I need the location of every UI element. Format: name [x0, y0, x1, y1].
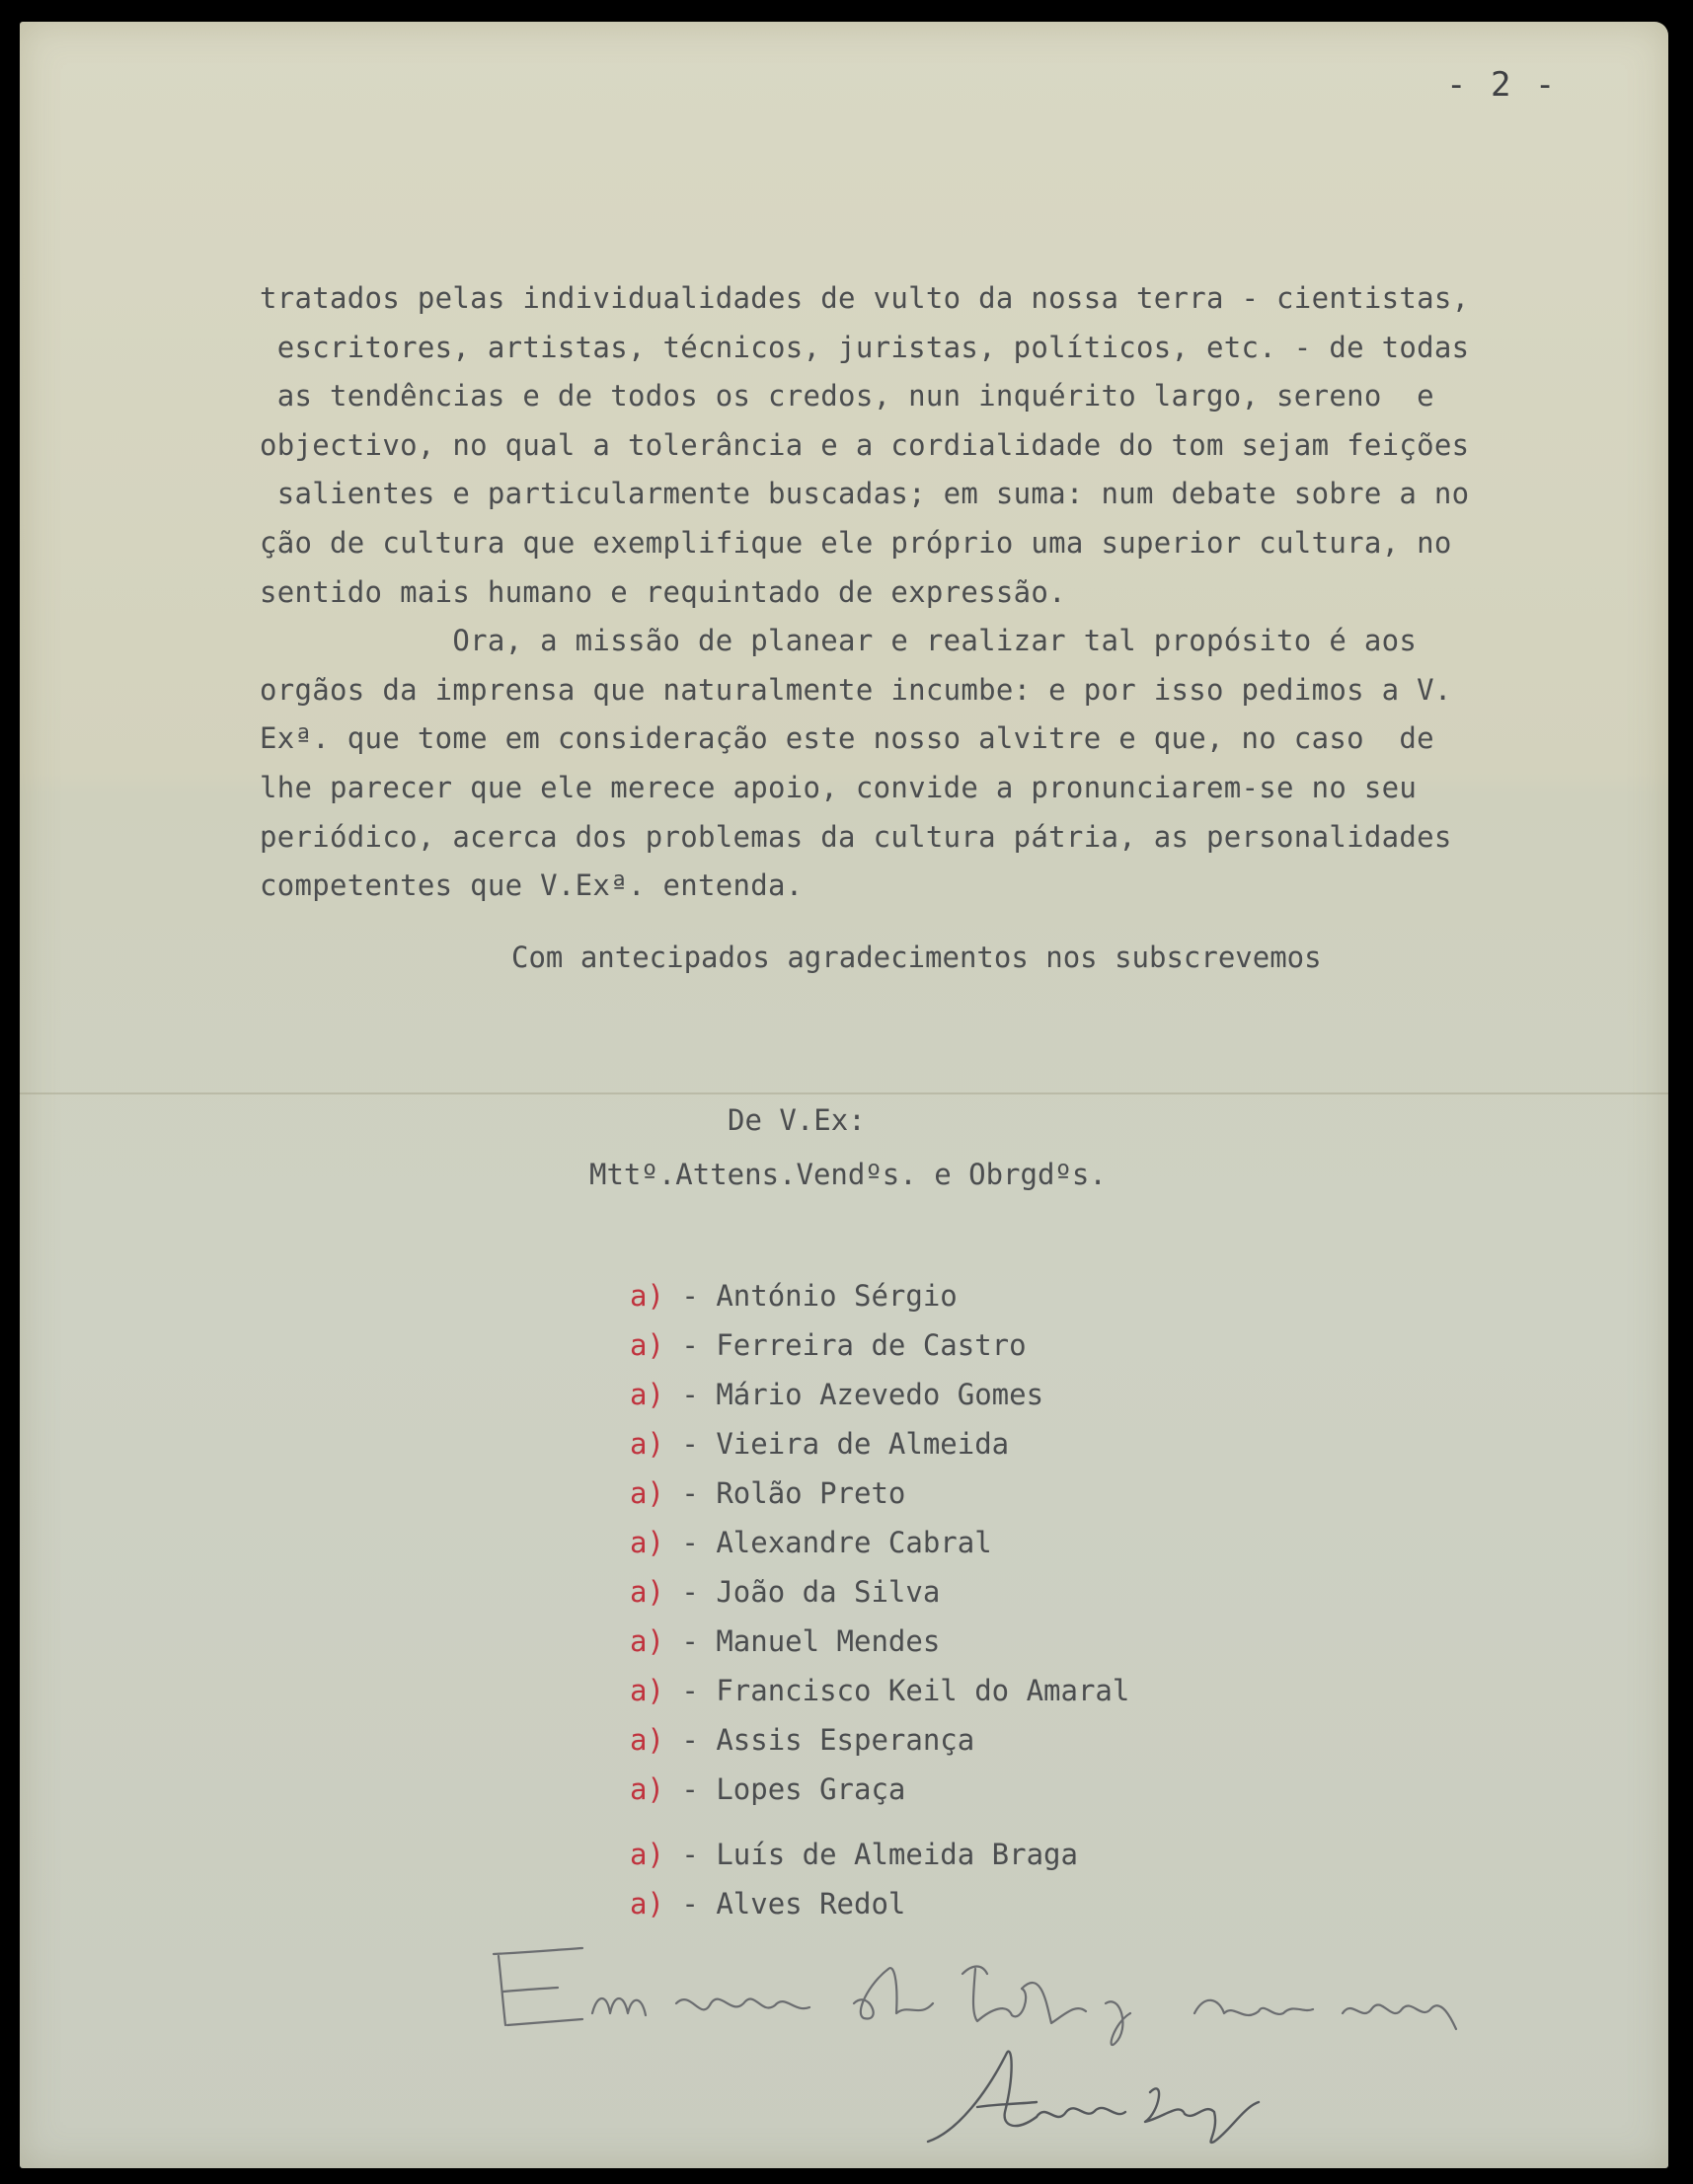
- signatory-mark: a): [630, 1575, 664, 1609]
- signatory-mark: a): [630, 1772, 664, 1806]
- signatory-name: Alves Redol: [716, 1887, 906, 1920]
- signatory-mark: a): [630, 1476, 664, 1510]
- signatory-item: a) - Assis Esperança: [630, 1723, 975, 1757]
- body-line: salientes e particularmente buscadas; em suma: num debate sobre a no: [260, 477, 1470, 511]
- signatory-item: a) - Rolão Preto: [630, 1476, 906, 1510]
- salutation-line-2: Mttº.Attens.Vendºs. e Obrgdºs.: [589, 1158, 1107, 1191]
- signatory-item: a) - Francisco Keil do Amaral: [630, 1674, 1130, 1707]
- signatory-name: Lopes Graça: [716, 1772, 906, 1806]
- body-line: ção de cultura que exemplifique ele próprio uma superior cultura, no: [260, 525, 1452, 560]
- body-line: tratados pelas individualidades de vulto da nossa terra - cientistas,: [260, 281, 1470, 315]
- signatory-name: António Sérgio: [716, 1279, 958, 1313]
- page-number: - 2 -: [1446, 65, 1558, 105]
- body-line: as tendências e de todos os credos, nun inquérito largo, sereno e: [260, 379, 1434, 414]
- closing-line: Com antecipados agradecimentos nos subscrevemos: [511, 941, 1322, 974]
- letter-body: [260, 274, 1652, 911]
- signatory-item: a) - Mário Azevedo Gomes: [630, 1378, 1044, 1411]
- signatory-item: a) - Vieira de Almeida: [630, 1427, 1010, 1461]
- body-line: Exª. que tome em consideração este nosso alvitre e que, no caso de: [260, 721, 1434, 756]
- signatory-name: Rolão Preto: [716, 1476, 906, 1510]
- body-line: lhe parecer que ele merece apoio, convide a pronunciarem-se no seu: [260, 770, 1418, 804]
- body-line: objectivo, no qual a tolerância e a cordialidade do tom sejam feições: [260, 427, 1470, 462]
- signatory-item: a) - Ferreira de Castro: [630, 1328, 1027, 1362]
- signatory-item: a) - Manuel Mendes: [630, 1624, 941, 1658]
- body-line: orgãos da imprensa que naturalmente incumbe: e por isso pedimos a V.: [260, 672, 1452, 707]
- signatory-name: Luís de Almeida Braga: [716, 1838, 1078, 1871]
- signatory-mark: a): [630, 1427, 664, 1461]
- paper-fold-line: [20, 1092, 1668, 1094]
- signatory-name: Ferreira de Castro: [716, 1328, 1027, 1362]
- signatory-item: a) - Alexandre Cabral: [630, 1526, 992, 1559]
- signatory-mark: a): [630, 1887, 664, 1920]
- signatory-mark: a): [630, 1624, 664, 1658]
- signatory-name: Mário Azevedo Gomes: [716, 1378, 1044, 1411]
- signatory-name: Vieira de Almeida: [716, 1427, 1010, 1461]
- body-line: periódico, acerca dos problemas da cultura pátria, as personalidades: [260, 819, 1452, 854]
- signatory-mark: a): [630, 1279, 664, 1313]
- signatory-mark: a): [630, 1674, 664, 1707]
- body-line: sentido mais humano e requintado de expressão.: [260, 574, 1066, 609]
- signatory-name: João da Silva: [716, 1575, 941, 1609]
- signatory-mark: a): [630, 1378, 664, 1411]
- signatory-name: Francisco Keil do Amaral: [716, 1674, 1130, 1707]
- salutation-line-1: De V.Ex:: [728, 1103, 866, 1137]
- signatory-mark: a): [630, 1328, 664, 1362]
- signatory-mark: a): [630, 1838, 664, 1871]
- body-line: escritores, artistas, técnicos, juristas, políticos, etc. - de todas: [260, 330, 1470, 364]
- signatory-name: Alexandre Cabral: [716, 1526, 992, 1559]
- signatory-item: a) - João da Silva: [630, 1575, 941, 1609]
- signatory-item: a) - Alves Redol: [630, 1887, 906, 1920]
- signatory-mark: a): [630, 1723, 664, 1757]
- signatory-mark: a): [630, 1526, 664, 1559]
- body-line: Ora, a missão de planear e realizar tal propósito é aos: [260, 624, 1418, 658]
- signatory-item: a) - António Sérgio: [630, 1279, 958, 1313]
- signatory-list: [630, 1271, 1129, 1928]
- signatory-name: Assis Esperança: [716, 1723, 975, 1757]
- signatory-name: Manuel Mendes: [716, 1624, 941, 1658]
- signature: [918, 2033, 1273, 2151]
- body-line: competentes que V.Exª. entenda.: [260, 868, 804, 903]
- signatory-item: a) - Lopes Graça: [630, 1772, 906, 1806]
- signatory-item: a) - Luís de Almeida Braga: [630, 1838, 1078, 1871]
